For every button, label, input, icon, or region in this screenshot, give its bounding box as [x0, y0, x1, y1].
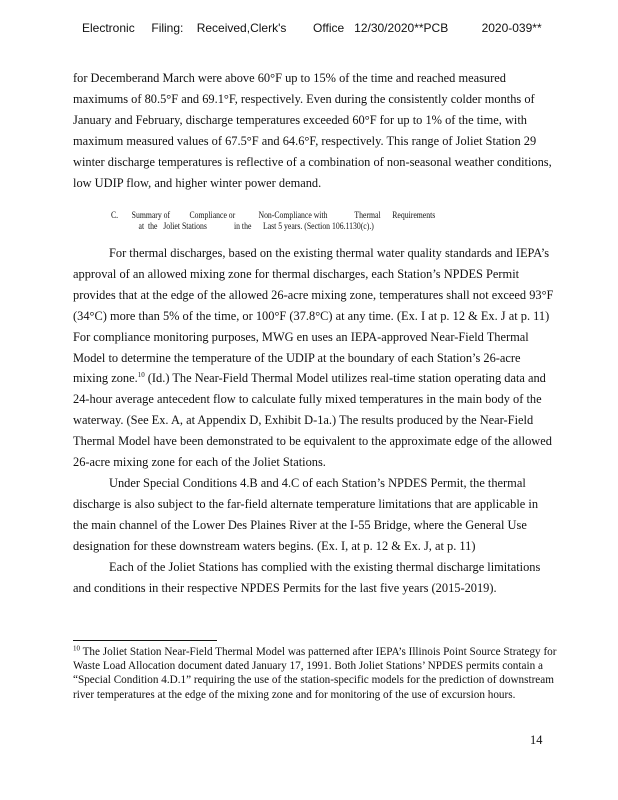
paragraph-winter-temperatures — [73, 68, 555, 193]
footnote-number: 10 — [73, 644, 80, 653]
section-heading-line-2: at the Joliet Stations in the Last 5 years. (Section 106.1130(c).) — [138, 221, 374, 231]
filing-header: Electronic Filing: Received,Clerk's Office 12/30/2020**PCB 2020-039** — [82, 21, 542, 35]
paragraph-text-part-2: (Id.) The Near-Field Thermal Model utilizes real-time station operating data and 24-hour average antecedent flow to calculate fully mixed temperatures in the main body of the waterway. (See Ex. A, at Appendix D, Exhibit D-1a.) The results produced by the Near-Field Thermal Model have been demonstrated to be equivalent to the approximate edge of the allowed 26-acre mixing zone for each of the Joliet Stations. — [73, 371, 552, 470]
paragraph-text-part-1: For thermal discharges, based on the existing thermal water quality standards and IEPA’s approval of an allowed mixing zone for thermal discharges, each Station’s NPDES Permit provides that at the edge of the allowed 26-acre mixing zone, temperatures shall not exceed 93°F (34°C) more than 5% of the time, or 100°F (37.8°C) at any time. (Ex. I at p. 12 & Ex. J at p. 11) For compliance monitoring purposes, MWG en uses an IEPA-approved Near-Field Thermal Model to determine the temperature of the UDIP at the boundary of each Station’s 26-acre mixing zone. — [73, 246, 554, 386]
footnote-reference[interactable]: 10 — [137, 371, 145, 380]
footnote-divider — [73, 640, 217, 641]
section-heading-c — [111, 210, 435, 232]
page-number: 14 — [530, 733, 543, 747]
paragraph-compliance: Each of the Joliet Stations has complied with the existing thermal discharge limitations and conditions in their respective NPDES Permits for the last five years (2015-2019). — [73, 559, 541, 595]
paragraph-thermal-discharges — [73, 243, 555, 598]
footnote-text: The Joliet Station Near-Field Thermal Model was patterned after IEPA’s Illinois Point Source Strategy for Waste Load Allocation document dated January 17, 1991. Both Joliet Stations’ NPDES permits contain a “Special Condition 4.D.1” requiring the use of the station-specific models for the prediction of downstream river temperatures at the edge of the mixing zone and for monitoring of the use of excursion hours. — [73, 646, 557, 701]
paragraph-special-conditions: Under Special Conditions 4.B and 4.C of each Station’s NPDES Permit, the thermal discharge is also subject to the far-field alternate temperature limitations that are applicable in the main channel of the Lower Des Plaines River at the I-55 Bridge, where the General Use designation for these downstream waters begins. (Ex. I, at p. 12 & Ex. J, at p. 11) — [73, 475, 539, 553]
paragraph-text — [73, 243, 555, 473]
section-heading-line-1: C. Summary of Compliance or Non-Compliance with Thermal Requirements — [111, 210, 436, 220]
paragraph-text: for Decemberand March were above 60°F up to 15% of the time and reached measured maximums of 80.5°F and 69.1°F, respectively. Even during the consistently colder months of January and February, discharge temperatures exceeded 60°F for up to 1% of the time, with maximum measured values of 67.5°F and 64.6°F, respectively. This range of Joliet Station 29 winter discharge temperatures is reflective of a combination of non-seasonal weather conditions, low UDIP flow, and higher winter power demand. — [73, 71, 552, 190]
footnote-10 — [73, 645, 558, 702]
